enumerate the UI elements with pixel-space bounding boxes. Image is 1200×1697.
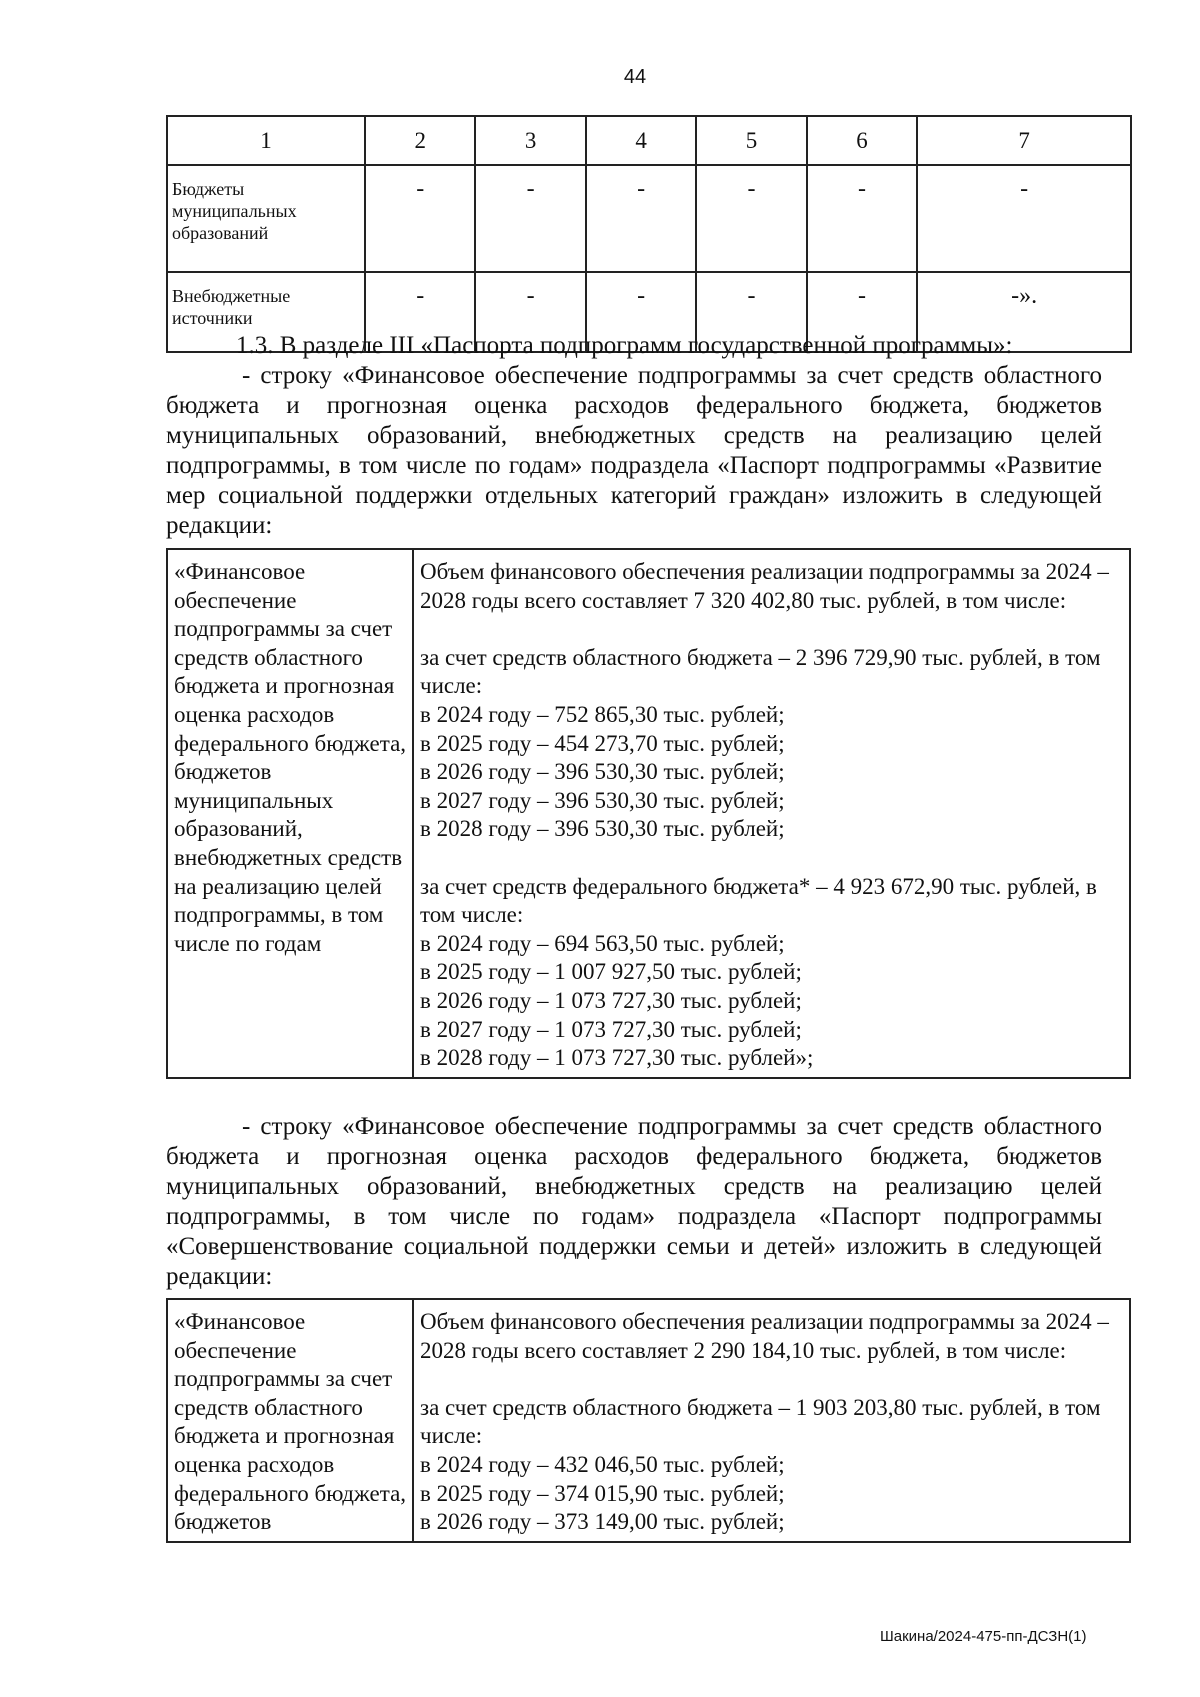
table-cell: -: [807, 165, 917, 272]
year-line: в 2025 году – 454 273,70 тыс. рублей;: [420, 730, 785, 756]
table-cell: -: [917, 165, 1131, 272]
passport-row: [167, 1299, 1130, 1542]
year-line: в 2027 году – 396 530,30 тыс. рублей;: [420, 787, 785, 813]
federal-budget-intro: за счет средств федерального бюджета* – 4 923 672,90 тыс. рублей, в том числе:: [420, 873, 1097, 928]
year-line: в 2024 году – 432 046,50 тыс. рублей;: [420, 1451, 785, 1477]
year-line: в 2026 году – 1 073 727,30 тыс. рублей;: [420, 987, 802, 1013]
passport-label: «Финансовое обеспечение подпрограммы за счет средств областного бюджета и прогнозная оценка расходов федерального бюджета, бюджетов: [167, 1299, 413, 1542]
document-code: Шакина/2024-475-пп-ДСЗН(1): [880, 1628, 1087, 1645]
row-label: Внебюджетные источники: [167, 272, 365, 352]
amendment-paragraph: - строку «Финансовое обеспечение подпрограммы за счет средств областного бюджета и прогнозная оценка расходов федерального бюджета, бюджетов муниципальных образований, внебюджетных средств на реализацию целей подпрограммы, в том числе по годам» подраздела «Паспорт подпрограммы «Совершенствование социальной поддержки семьи и детей» изложить в следующей редакции:: [166, 1113, 1102, 1290]
column-header: 3: [475, 116, 585, 165]
passport-label: «Финансовое обеспечение подпрограммы за счет средств областного бюджета и прогнозная оценка расходов федерального бюджета, бюджетов муниципальных образований, внебюджетных средств на реализацию целей подпрограммы, в том числе по годам: [167, 549, 413, 1078]
regional-budget-intro: за счет средств областного бюджета – 2 396 729,90 тыс. рублей, в том числе:: [420, 644, 1101, 699]
passport-content: [413, 549, 1130, 1078]
column-header: 7: [917, 116, 1131, 165]
year-line: в 2026 году – 396 530,30 тыс. рублей;: [420, 759, 785, 785]
year-line: в 2028 году – 1 073 727,30 тыс. рублей»;: [420, 1045, 814, 1071]
table-cell: -: [696, 165, 806, 272]
passport-table-1: [166, 548, 1131, 1079]
table-cell: -: [807, 272, 917, 352]
table-header-row: [167, 116, 1131, 165]
amendment-text-2: [166, 1112, 1102, 1292]
page-number: 44: [623, 66, 647, 88]
table-cell: -: [586, 165, 696, 272]
year-line: в 2028 году – 396 530,30 тыс. рублей;: [420, 816, 785, 842]
column-header: 4: [586, 116, 696, 165]
section-heading: 1.3. В разделе III «Паспорта подпрограмм государственной программы»:: [236, 332, 1013, 359]
table-cell: -: [586, 272, 696, 352]
year-line: в 2025 году – 374 015,90 тыс. рублей;: [420, 1480, 785, 1506]
table-cell: -: [475, 272, 585, 352]
passport-table-2: [166, 1298, 1131, 1543]
table-cell: -».: [917, 272, 1131, 352]
table-cell: -: [475, 165, 585, 272]
table-cell: -: [696, 272, 806, 352]
column-header: 1: [167, 116, 365, 165]
passport-content: [413, 1299, 1130, 1542]
year-line: в 2024 году – 694 563,50 тыс. рублей;: [420, 930, 785, 956]
table-cell: -: [365, 272, 475, 352]
amendment-text-1: [166, 331, 1102, 541]
year-line: в 2026 году – 373 149,00 тыс. рублей;: [420, 1509, 785, 1535]
year-line: в 2024 году – 752 865,30 тыс. рублей;: [420, 701, 785, 727]
funding-continuation-table: [166, 115, 1132, 353]
table-cell: -: [365, 165, 475, 272]
year-line: в 2025 году – 1 007 927,50 тыс. рублей;: [420, 959, 802, 985]
row-label: Бюджеты муниципальных образований: [167, 165, 365, 272]
total-funding-text: Объем финансового обеспечения реализации подпрограммы за 2024 – 2028 годы всего составляет 2 290 184,10 тыс. рублей, в том числе:: [420, 1309, 1109, 1363]
table-row: [167, 165, 1131, 272]
regional-budget-intro: за счет средств областного бюджета – 1 903 203,80 тыс. рублей, в том числе:: [420, 1394, 1101, 1449]
total-funding-text: Объем финансового обеспечения реализации подпрограммы за 2024 – 2028 годы всего составляет 7 320 402,80 тыс. рублей, в том числе:: [420, 559, 1109, 613]
year-line: в 2027 году – 1 073 727,30 тыс. рублей;: [420, 1016, 802, 1042]
column-header: 6: [807, 116, 917, 165]
column-header: 2: [365, 116, 475, 165]
passport-row: [167, 549, 1130, 1078]
amendment-paragraph: - строку «Финансовое обеспечение подпрограммы за счет средств областного бюджета и прогнозная оценка расходов федерального бюджета, бюджетов муниципальных образований, внебюджетных средств на реализацию целей подпрограммы, в том числе по годам» подраздела «Паспорт подпрограммы «Развитие мер социальной поддержки отдельных категорий граждан» изложить в следующей редакции:: [166, 362, 1102, 539]
column-header: 5: [696, 116, 806, 165]
